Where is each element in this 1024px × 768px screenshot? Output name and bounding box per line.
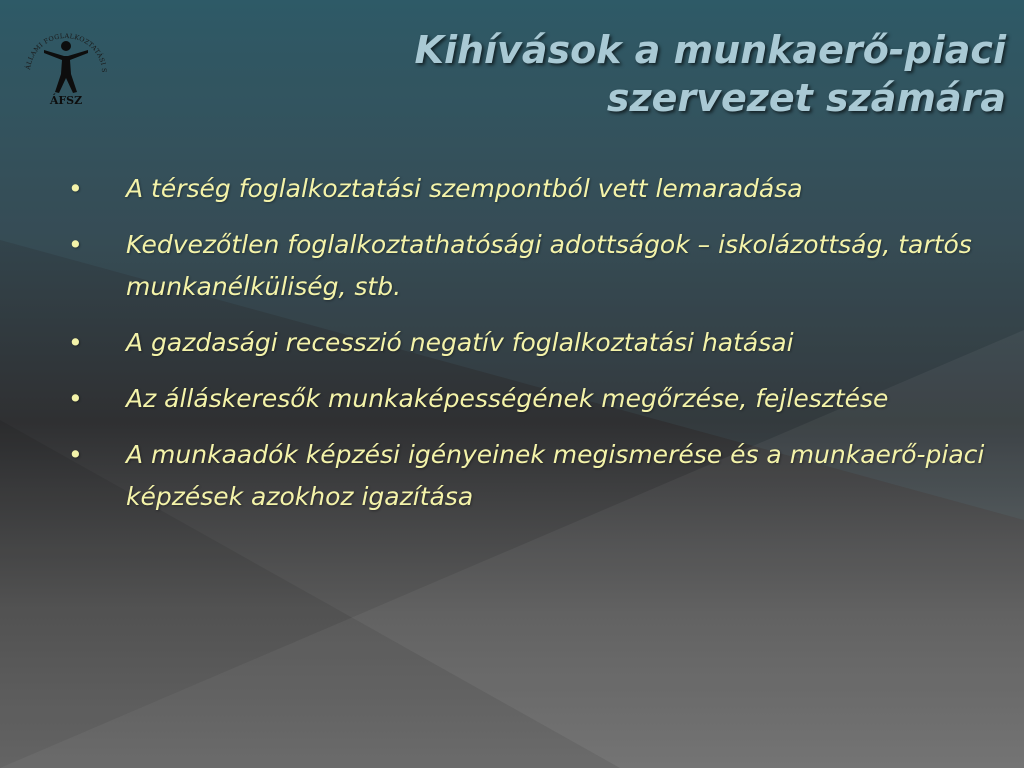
human-figure-icon bbox=[44, 41, 88, 93]
bullet-dot-icon: • bbox=[68, 328, 83, 357]
bullet-text: A munkaadók képzési igényeinek megismerése és a munkaerő-piaci képzések azokhoz igazítása bbox=[126, 440, 985, 511]
logo-abbreviation: ÁFSZ bbox=[49, 94, 83, 107]
bullet-item bbox=[68, 434, 988, 518]
bullet-text: A gazdasági recesszió negatív foglalkoztatási hatásai bbox=[126, 328, 794, 357]
bullet-dot-icon: • bbox=[68, 174, 83, 203]
bullet-list bbox=[68, 168, 988, 532]
bullet-text: A térség foglalkoztatási szempontból vett lemaradása bbox=[126, 174, 803, 203]
bullet-item bbox=[68, 224, 988, 308]
bullet-item bbox=[68, 168, 988, 210]
bullet-text: Az álláskeresők munkaképességének megőrzése, fejlesztése bbox=[126, 384, 889, 413]
bullet-item bbox=[68, 322, 988, 364]
afsz-logo bbox=[14, 22, 118, 108]
bullet-dot-icon: • bbox=[68, 440, 83, 469]
afsz-logo-icon bbox=[14, 22, 118, 108]
logo-ring-text: ÁLLAMI FOGLALKOZTATÁSI S bbox=[24, 31, 109, 73]
bullet-dot-icon: • bbox=[68, 384, 83, 413]
bullet-text: Kedvezőtlen foglalkoztathatósági adottságok – iskolázottság, tartós munkanélküliség, stb. bbox=[126, 230, 972, 301]
bullet-dot-icon: • bbox=[68, 230, 83, 259]
slide-title: Kihívások a munkaerő-piaci szervezet számára bbox=[414, 28, 1006, 120]
bullet-item bbox=[68, 378, 988, 420]
